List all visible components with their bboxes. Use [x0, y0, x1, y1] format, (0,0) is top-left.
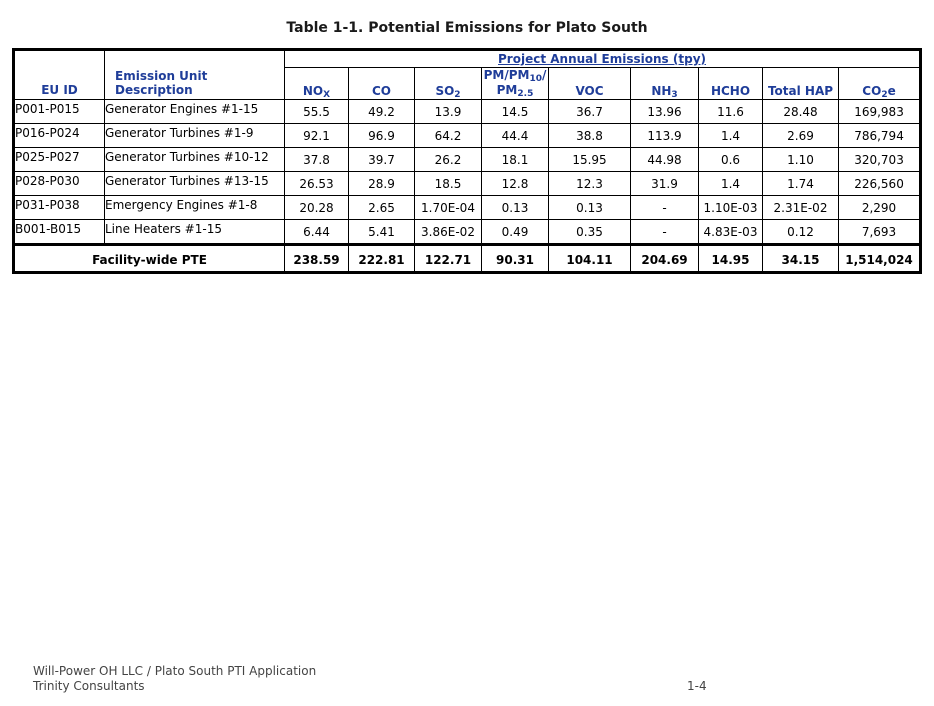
nox-cell: 6.44: [285, 220, 349, 245]
voc-cell: 0.35: [549, 220, 631, 245]
nox-header: $NO_X$: [285, 68, 349, 100]
so2-header: $SO_2$: [415, 68, 482, 100]
voc-cell: 12.3: [549, 172, 631, 196]
nh3-header: $NH_3$: [631, 68, 699, 100]
total-voc-cell: 104.11: [549, 245, 631, 273]
total-hap-cell: 0.12: [763, 220, 839, 245]
eu-id-cell: P028-P030: [14, 172, 105, 196]
voc-cell: 15.95: [549, 148, 631, 172]
total-hap-cell: 2.69: [763, 124, 839, 148]
co-cell: 28.9: [349, 172, 415, 196]
eu-id-cell: P025-P027: [14, 148, 105, 172]
eu-id-cell: B001-B015: [14, 220, 105, 245]
hcho-cell: 1.10E-03: [699, 196, 763, 220]
nh3-cell: -: [631, 220, 699, 245]
co-cell: 5.41: [349, 220, 415, 245]
total-pm-cell: 90.31: [482, 245, 549, 273]
table-row: [14, 220, 921, 245]
pm-cell: 18.1: [482, 148, 549, 172]
total-nh3-cell: 204.69: [631, 245, 699, 273]
nh3-cell: 113.9: [631, 124, 699, 148]
so2-cell: 64.2: [415, 124, 482, 148]
hcho-cell: 1.4: [699, 172, 763, 196]
co2e-cell: 7,693: [839, 220, 921, 245]
total-so2-cell: 122.71: [415, 245, 482, 273]
total-co-cell: 222.81: [349, 245, 415, 273]
so2-cell: 13.9: [415, 100, 482, 124]
co-cell: 96.9: [349, 124, 415, 148]
page-number: 1-4: [687, 679, 707, 693]
page-title: Table 1-1. Potential Emissions for Plato South: [286, 20, 648, 36]
pm-cell: 14.5: [482, 100, 549, 124]
table-row: [14, 124, 921, 148]
table-row: [14, 100, 921, 124]
pm-cell: 0.13: [482, 196, 549, 220]
co2e-cell: 320,703: [839, 148, 921, 172]
co2e-cell: 169,983: [839, 100, 921, 124]
description-cell: Generator Turbines #1-9: [105, 124, 285, 148]
nh3-cell: -: [631, 196, 699, 220]
pm-cell: 0.49: [482, 220, 549, 245]
page-footer: [33, 664, 316, 694]
voc-cell: 36.7: [549, 100, 631, 124]
description-cell: Emergency Engines #1-8: [105, 196, 285, 220]
total-hap-cell: 1.74: [763, 172, 839, 196]
description-cell: Generator Engines #1-15: [105, 100, 285, 124]
total-hap-total-cell: 34.15: [763, 245, 839, 273]
total-hap-header: Total HAP: [763, 68, 839, 100]
total-nox-cell: 238.59: [285, 245, 349, 273]
total-hap-cell: 28.48: [763, 100, 839, 124]
eu-id-header: EU ID: [14, 50, 105, 100]
pm-cell: 44.4: [482, 124, 549, 148]
nox-cell: 37.8: [285, 148, 349, 172]
total-hap-cell: 1.10: [763, 148, 839, 172]
description-cell: Generator Turbines #10-12: [105, 148, 285, 172]
eu-id-cell: P031-P038: [14, 196, 105, 220]
total-hcho-cell: 14.95: [699, 245, 763, 273]
co-cell: 39.7: [349, 148, 415, 172]
hcho-cell: 4.83E-03: [699, 220, 763, 245]
nox-cell: 55.5: [285, 100, 349, 124]
table-body: [14, 100, 921, 273]
so2-cell: 18.5: [415, 172, 482, 196]
co-header: CO: [349, 68, 415, 100]
nox-cell: 92.1: [285, 124, 349, 148]
description-header: Emission Unit Description: [105, 50, 285, 100]
hcho-header: HCHO: [699, 68, 763, 100]
pm-cell: 12.8: [482, 172, 549, 196]
hcho-cell: 1.4: [699, 124, 763, 148]
description-cell: Generator Turbines #13-15: [105, 172, 285, 196]
co2e-header: $CO_2e$: [839, 68, 921, 100]
nox-cell: 26.53: [285, 172, 349, 196]
so2-cell: 1.70E-04: [415, 196, 482, 220]
description-cell: Line Heaters #1-15: [105, 220, 285, 245]
hcho-cell: 11.6: [699, 100, 763, 124]
hcho-cell: 0.6: [699, 148, 763, 172]
total-row: [14, 245, 921, 273]
table-row: [14, 196, 921, 220]
footer-line-2: Trinity Consultants: [33, 679, 145, 693]
voc-cell: 0.13: [549, 196, 631, 220]
nh3-cell: 13.96: [631, 100, 699, 124]
so2-cell: 26.2: [415, 148, 482, 172]
co-cell: 49.2: [349, 100, 415, 124]
co2e-cell: 226,560: [839, 172, 921, 196]
so2-cell: 3.86E-02: [415, 220, 482, 245]
voc-cell: 38.8: [549, 124, 631, 148]
table-row: [14, 148, 921, 172]
co-cell: 2.65: [349, 196, 415, 220]
eu-id-cell: P016-P024: [14, 124, 105, 148]
emissions-table: [12, 48, 922, 274]
group-header: Project Annual Emissions (tpy): [285, 50, 921, 68]
total-label: Facility-wide PTE: [14, 245, 285, 273]
total-co2e-cell: 1,514,024: [839, 245, 921, 273]
nh3-cell: 44.98: [631, 148, 699, 172]
table-row: [14, 172, 921, 196]
nox-cell: 20.28: [285, 196, 349, 220]
total-hap-cell: 2.31E-02: [763, 196, 839, 220]
eu-id-cell: P001-P015: [14, 100, 105, 124]
voc-header: VOC: [549, 68, 631, 100]
co2e-cell: 2,290: [839, 196, 921, 220]
pm-header: $PM/PM_{10}/$ $PM_{2.5}$: [482, 68, 549, 100]
footer-line-1: Will-Power OH LLC / Plato South PTI Application: [33, 664, 317, 678]
nh3-cell: 31.9: [631, 172, 699, 196]
co2e-cell: 786,794: [839, 124, 921, 148]
